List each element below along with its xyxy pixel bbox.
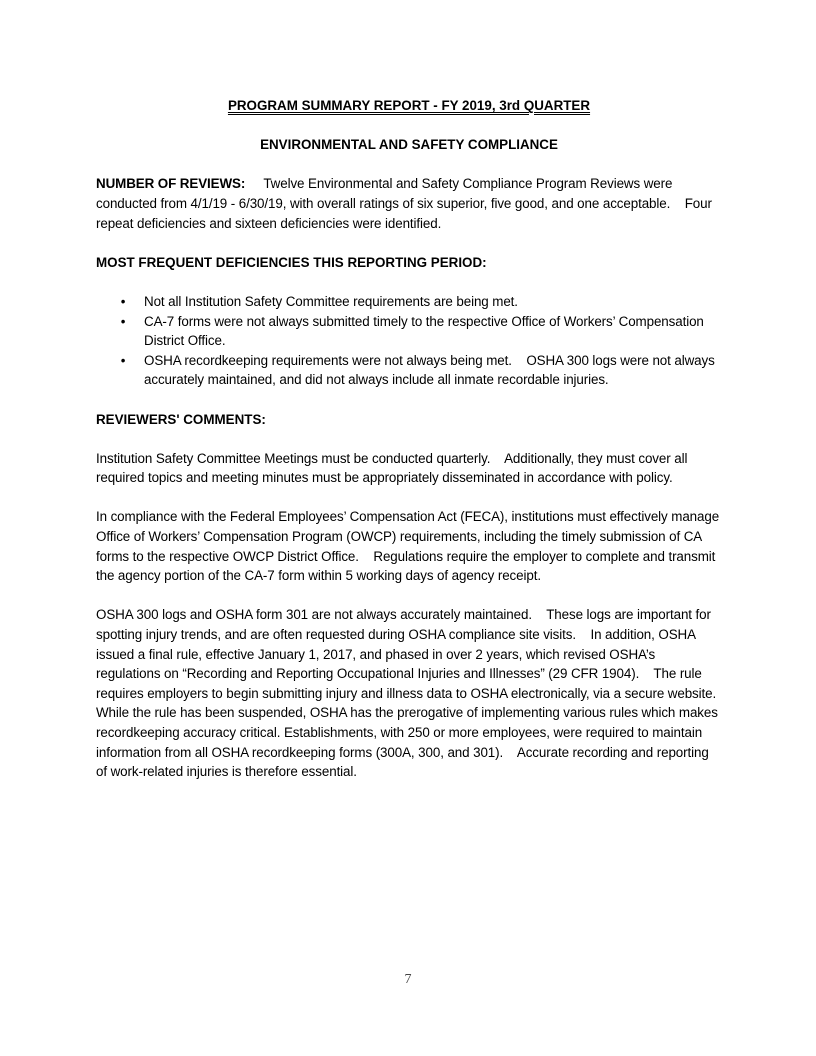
report-subtitle: ENVIRONMENTAL AND SAFETY COMPLIANCE — [260, 137, 558, 153]
comment-paragraph-feca: In compliance with the Federal Employees’ Compensation Act (FECA), institutions must effectively manage Office of Workers’ Compensation Program (OWCP) requirements, including the timely submission of CA forms to the respective OWCP District Office. Regulations require the employer to complete and transmit the agency portion of the CA-7 form within 5 working days of agency receipt. — [96, 509, 723, 584]
frequent-deficiencies-heading: MOST FREQUENT DEFICIENCIES THIS REPORTING PERIOD: — [96, 254, 487, 270]
deficiency-text: OSHA recordkeeping requirements were not always being met. OSHA 300 logs were not always accurately maintained, and did not always include all inmate recordable injuries. — [144, 352, 719, 388]
bullet-icon: • — [120, 313, 126, 329]
deficiency-text: CA-7 forms were not always submitted timely to the respective Office of Workers’ Compensation District Office. — [144, 313, 708, 349]
document-page — [96, 96, 731, 782]
page-number: 7 — [404, 972, 412, 987]
number-of-reviews-text: Twelve Environmental and Safety Compliance Program Reviews were conducted from 4/1/19 - 6/30/19, with overall ratings of six superior, five good, and one acceptable. Four repeat deficiencies and sixteen deficiencies were identified. — [96, 176, 716, 231]
spacer — [96, 390, 722, 410]
bullet-icon: • — [120, 352, 126, 368]
comment-paragraph-osha: OSHA 300 logs and OSHA form 301 are not always accurately maintained. These logs are important for spotting injury trends, and are often requested during OSHA compliance site visits. In addition, OSHA issued a final rule, effective January 1, 2017, and phased in over 2 years, which revised OSHA’s regulations on “Recording and Reporting Occupational Injuries and Illnesses” (29 CFR 1904). The rule requires employers to begin submitting injury and illness data to OSHA electronically, via a secure website. While the rule has been suspended, OSHA has the prerogative of implementing various rules which makes recordkeeping accuracy critical. Establishments, with 250 or more employees, were required to maintain information from all OSHA recordkeeping forms (300A, 300, and 301). Accurate recording and reporting of work-related injuries is therefore essential. — [96, 607, 731, 780]
deficiencies-list — [96, 292, 722, 390]
list-item — [96, 312, 722, 351]
spacer — [96, 488, 722, 508]
number-of-reviews-paragraph — [96, 174, 722, 233]
number-of-reviews-label: NUMBER OF REVIEWS: — [96, 176, 246, 192]
deficiency-text: Not all Institution Safety Committee requirements are being met. — [144, 293, 518, 309]
spacer — [96, 272, 722, 292]
report-title: PROGRAM SUMMARY REPORT - FY 2019, 3rd QUARTER — [227, 98, 591, 113]
comment-paragraph-safety-committee: Institution Safety Committee Meetings must be conducted quarterly. Additionally, they must cover all required topics and meeting minutes must be appropriately disseminated in accordance with policy. — [96, 450, 691, 486]
spacer — [96, 429, 722, 449]
list-item — [96, 292, 722, 312]
spacer — [96, 233, 722, 253]
spacer — [96, 586, 722, 606]
reviewers-comments-heading: REVIEWERS' COMMENTS: — [96, 411, 266, 427]
spacer — [96, 155, 722, 175]
list-item — [96, 351, 722, 390]
bullet-icon: • — [120, 293, 126, 309]
